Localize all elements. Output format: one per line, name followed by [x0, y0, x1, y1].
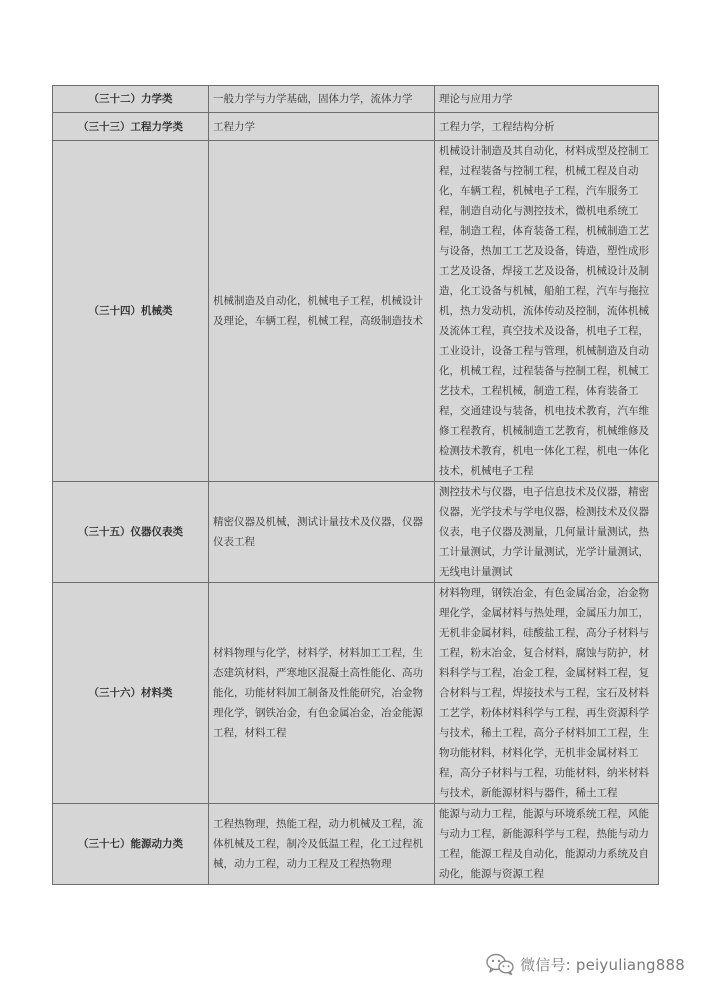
category-cell: （三十二）力学类 — [53, 86, 209, 113]
category-cell: （三十五）仪器仪表类 — [53, 482, 209, 583]
undergrad-major-cell: 工程力学 — [209, 113, 435, 141]
table-row — [53, 482, 659, 583]
undergrad-major-cell: 精密仪器及机械，测试计量技术及仪器，仪器仪表工程 — [209, 482, 435, 583]
related-majors-cell: 机械设计制造及其自动化，材料成型及控制工程，过程装备与控制工程，机械工程及自动化，车辆工程，机械电子工程，汽车服务工程，制造自动化与测控技术，微机电系统工程，制造工程，体育装备工程，机械制造工艺与设备，热加工工艺及设备，铸造，塑性成形工艺及设备，焊接工艺及设备，机械设计及制造，化工设备与机械，船舶工程，汽车与拖拉机，热力发动机，流体传动及控制，流体机械及流体工程，真空技术及设备，机电子工程，工业设计，设备工程与管理，机械制造及自动化，机械工程，过程装备与控制工程，机械工艺技术，工程机械，制造工程，体育装备工程，交通建设与装备，机电技术教育，汽车维修工程教育，机械制造工艺教育，机械维修及检测技术教育，机电一体化工程，机电一体化技术，机械电子工程 — [435, 141, 659, 482]
table-row — [53, 804, 659, 885]
table-row — [53, 86, 659, 113]
undergrad-major-cell: 工程热物理，热能工程，动力机械及工程，流体机械及工程，制冷及低温工程，化工过程机械，动力工程，动力工程及工程热物理 — [209, 804, 435, 885]
major-catalog-table — [52, 85, 659, 885]
related-majors-cell: 工程力学，工程结构分析 — [435, 113, 659, 141]
table-row — [53, 583, 659, 804]
table-row — [53, 113, 659, 141]
category-cell: （三十三）工程力学类 — [53, 113, 209, 141]
wechat-icon — [485, 952, 515, 976]
category-cell: （三十四）机械类 — [53, 141, 209, 482]
undergrad-major-cell: 一般力学与力学基础，固体力学，流体力学 — [209, 86, 435, 113]
wechat-watermark — [485, 951, 685, 977]
related-majors-cell: 理论与应用力学 — [435, 86, 659, 113]
category-cell: （三十七）能源动力类 — [53, 804, 209, 885]
undergrad-major-cell: 材料物理与化学，材料学，材料加工工程，生态建筑材料，严寒地区混凝土高性能化、高功能化，功能材料加工制备及性能研究，冶金物理化学，钢铁冶金，有色金属冶金，冶金能源工程，材料工程 — [209, 583, 435, 804]
related-majors-cell: 材料物理，钢铁冶金，有色金属冶金，冶金物理化学，金属材料与热处理，金属压力加工，无机非金属材料，硅酸盐工程，高分子材料与工程，粉末冶金，复合材料，腐蚀与防护，材料科学与工程，冶金工程，金属材料工程，复合材料与工程，焊接技术与工程，宝石及材料工艺学，粉体材料科学与工程，再生资源科学与技术，稀土工程，高分子材料加工工程，生物功能材料，材料化学，无机非金属材料工程，高分子材料与工程，功能材料，纳米材料与技术，新能源材料与器件，稀土工程 — [435, 583, 659, 804]
related-majors-cell: 能源与动力工程，能源与环境系统工程，风能与动力工程，新能源科学与工程，热能与动力工程，能源工程及自动化，能源动力系统及自动化，能源与资源工程 — [435, 804, 659, 885]
watermark-text: 微信号: peiyuliang888 — [520, 955, 685, 974]
category-cell: （三十六）材料类 — [53, 583, 209, 804]
table-row — [53, 141, 659, 482]
undergrad-major-cell: 机械制造及自动化，机械电子工程，机械设计及理论，车辆工程，机械工程，高级制造技术 — [209, 141, 435, 482]
related-majors-cell: 测控技术与仪器，电子信息技术及仪器，精密仪器，光学技术与学电仪器，检测技术及仪器仪表，电子仪器及测量，几何量计量测试，热工计量测试，力学计量测试，光学计量测试，无线电计量测试 — [435, 482, 659, 583]
